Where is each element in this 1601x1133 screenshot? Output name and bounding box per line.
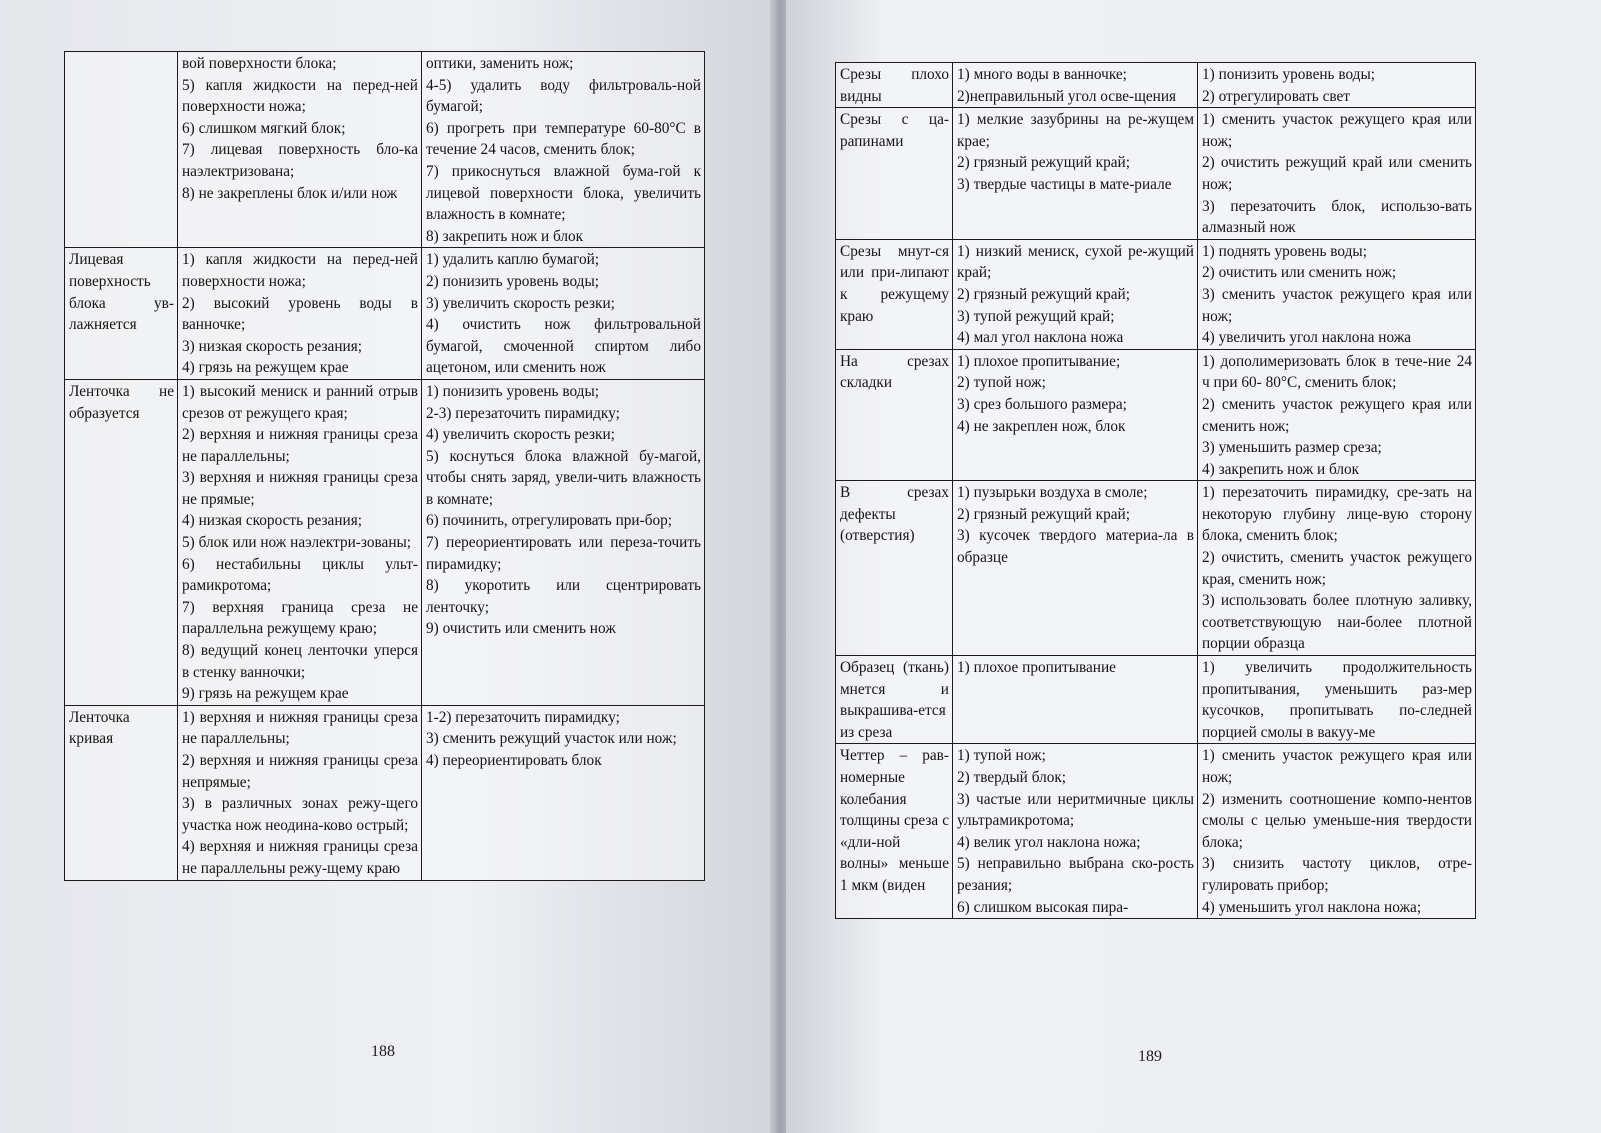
right-page-number: 189	[1138, 1048, 1162, 1065]
causes-cell: 1) плохое пропитывание	[953, 656, 1198, 744]
problem-cell	[65, 52, 178, 248]
remedies-cell: 1) увеличить продолжительность пропитывания, уменьшить раз-мер кусочков, пропитывать по-следней порцией смолы в вакуу-ме	[1198, 656, 1476, 744]
table-row	[836, 63, 1476, 108]
causes-cell: 1) плохое пропитывание; 2) тупой нож; 3) срез большого размера; 4) не закреплен нож, блок	[953, 349, 1198, 481]
right-page	[786, 0, 1601, 1133]
table-row	[836, 349, 1476, 481]
right-troubleshooting-table	[835, 62, 1476, 919]
problem-cell: Четтер – рав-номерные колебания толщины среза с «дли-ной волны» меньше 1 мкм (виден	[836, 744, 953, 919]
table-row	[836, 656, 1476, 744]
remedies-cell: 1) поднять уровень воды; 2) очистить или сменить нож; 3) сменить участок режущего края или нож; 4) увеличить угол наклона ножа	[1198, 239, 1476, 349]
remedies-cell: 1) сменить участок режущего края или нож; 2) очистить режущий край или сменить нож; 3) перезаточить блок, использо-вать алмазный нож	[1198, 108, 1476, 240]
problem-cell: Ленточка не образуется	[65, 379, 178, 705]
remedies-cell: 1) сменить участок режущего края или нож; 2) изменить соотношение компо-нентов смолы с целью уменьше-ния твердости блока; 3) снизить частоту циклов, отре-гулировать прибор; 4) уменьшить угол наклона ножа;	[1198, 744, 1476, 919]
table-row	[836, 108, 1476, 240]
remedies-cell: 1) дополимеризовать блок в тече-ние 24 ч при 60- 80°С, сменить блок; 2) сменить участок режущего края или сменить нож; 3) уменьшить размер среза; 4) закрепить нож и блок	[1198, 349, 1476, 481]
problem-cell: Срезы плохо видны	[836, 63, 953, 108]
causes-cell: 1) много воды в ванночке; 2)неправильный угол осве-щения	[953, 63, 1198, 108]
causes-cell: 1) мелкие зазубрины на ре-жущем крае; 2) грязный режущий край; 3) твердые частицы в мате-риале	[953, 108, 1198, 240]
left-page	[0, 0, 776, 1133]
problem-cell: Ленточка кривая	[65, 705, 178, 880]
table-row	[65, 705, 705, 880]
causes-cell: 1) капля жидкости на перед-ней поверхности ножа; 2) высокий уровень воды в ванночке; 3) низкая скорость резания; 4) грязь на режущем крае	[178, 248, 422, 380]
problem-cell: В срезах дефекты (отверстия)	[836, 481, 953, 656]
remedies-cell: 1) понизить уровень воды; 2) отрегулировать свет	[1198, 63, 1476, 108]
problem-cell: Лицевая поверхность блока ув-лажняется	[65, 248, 178, 380]
problem-cell: Образец (ткань) мнется и выкрашива-ется из среза	[836, 656, 953, 744]
table-row	[65, 379, 705, 705]
table-row	[836, 744, 1476, 919]
remedies-cell: 1) удалить каплю бумагой; 2) понизить уровень воды; 3) увеличить скорость резки; 4) очистить нож фильтровальной бумагой, смоченной спиртом либо ацетоном, или сменить нож	[422, 248, 705, 380]
problem-cell: Срезы мнут-ся или при-липают к режущему краю	[836, 239, 953, 349]
causes-cell: вой поверхности блока; 5) капля жидкости на перед-ней поверхности ножа; 6) слишком мягкий блок; 7) лицевая поверхность бло-ка наэлектризована; 8) не закреплены блок и/или нож	[178, 52, 422, 248]
causes-cell: 1) высокий мениск и ранний отрыв срезов от режущего края; 2) верхняя и нижняя границы среза не параллельны; 3) верхняя и нижняя границы среза не прямые; 4) низкая скорость резания; 5) блок или нож наэлектри-зованы; 6) нестабильны циклы ульт-рамикротома; 7) верхняя граница среза не параллельна режущему краю; 8) ведущий конец ленточки уперся в стенку ванночки; 9) грязь на режущем крае	[178, 379, 422, 705]
causes-cell: 1) низкий мениск, сухой ре-жущий край; 2) грязный режущий край; 3) тупой режущий край; 4) мал угол наклона ножа	[953, 239, 1198, 349]
table-row	[65, 248, 705, 380]
causes-cell: 1) пузырьки воздуха в смоле; 2) грязный режущий край; 3) кусочек твердого материа-ла в образце	[953, 481, 1198, 656]
problem-cell: На срезах складки	[836, 349, 953, 481]
remedies-cell: 1-2) перезаточить пирамидку; 3) сменить режущий участок или нож; 4) переориентировать блок	[422, 705, 705, 880]
table-row	[65, 52, 705, 248]
problem-cell: Срезы с ца-рапинами	[836, 108, 953, 240]
causes-cell: 1) тупой нож; 2) твердый блок; 3) частые или неритмичные циклы ультрамикротома; 4) велик угол наклона ножа; 5) неправильно выбрана ско-рость резания; 6) слишком высокая пира-	[953, 744, 1198, 919]
remedies-cell: 1) понизить уровень воды; 2-3) перезаточить пирамидку; 4) увеличить скорость резки; 5) коснуться блока влажной бу-магой, чтобы снять заряд, увели-чить влажность в комнате; 6) починить, отрегулировать при-бор; 7) переориентировать или переза-точить пирамидку; 8) укоротить или сцентрировать ленточку; 9) очистить или сменить нож	[422, 379, 705, 705]
causes-cell: 1) верхняя и нижняя границы среза не параллельны; 2) верхняя и нижняя границы среза непрямые; 3) в различных зонах режу-щего участка нож неодина-ково острый; 4) верхняя и нижняя границы среза не параллельны режу-щему краю	[178, 705, 422, 880]
table-row	[836, 239, 1476, 349]
remedies-cell: 1) перезаточить пирамидку, сре-зать на некоторую глубину лице-вую сторону блока, сменить блок; 2) очистить, сменить участок режущего края, сменить нож; 3) использовать более плотную заливку, соответствующую наи-более плотной порции образца	[1198, 481, 1476, 656]
remedies-cell: оптики, заменить нож; 4-5) удалить воду фильтроваль-ной бумагой; 6) прогреть при температуре 60-80°С в течение 24 часов, сменить блок; 7) прикоснуться влажной бума-гой к лицевой поверхности блока, увеличить влажность в комнате; 8) закрепить нож и блок	[422, 52, 705, 248]
left-page-number: 188	[371, 1043, 395, 1060]
left-troubleshooting-table	[64, 51, 705, 881]
table-row	[836, 481, 1476, 656]
